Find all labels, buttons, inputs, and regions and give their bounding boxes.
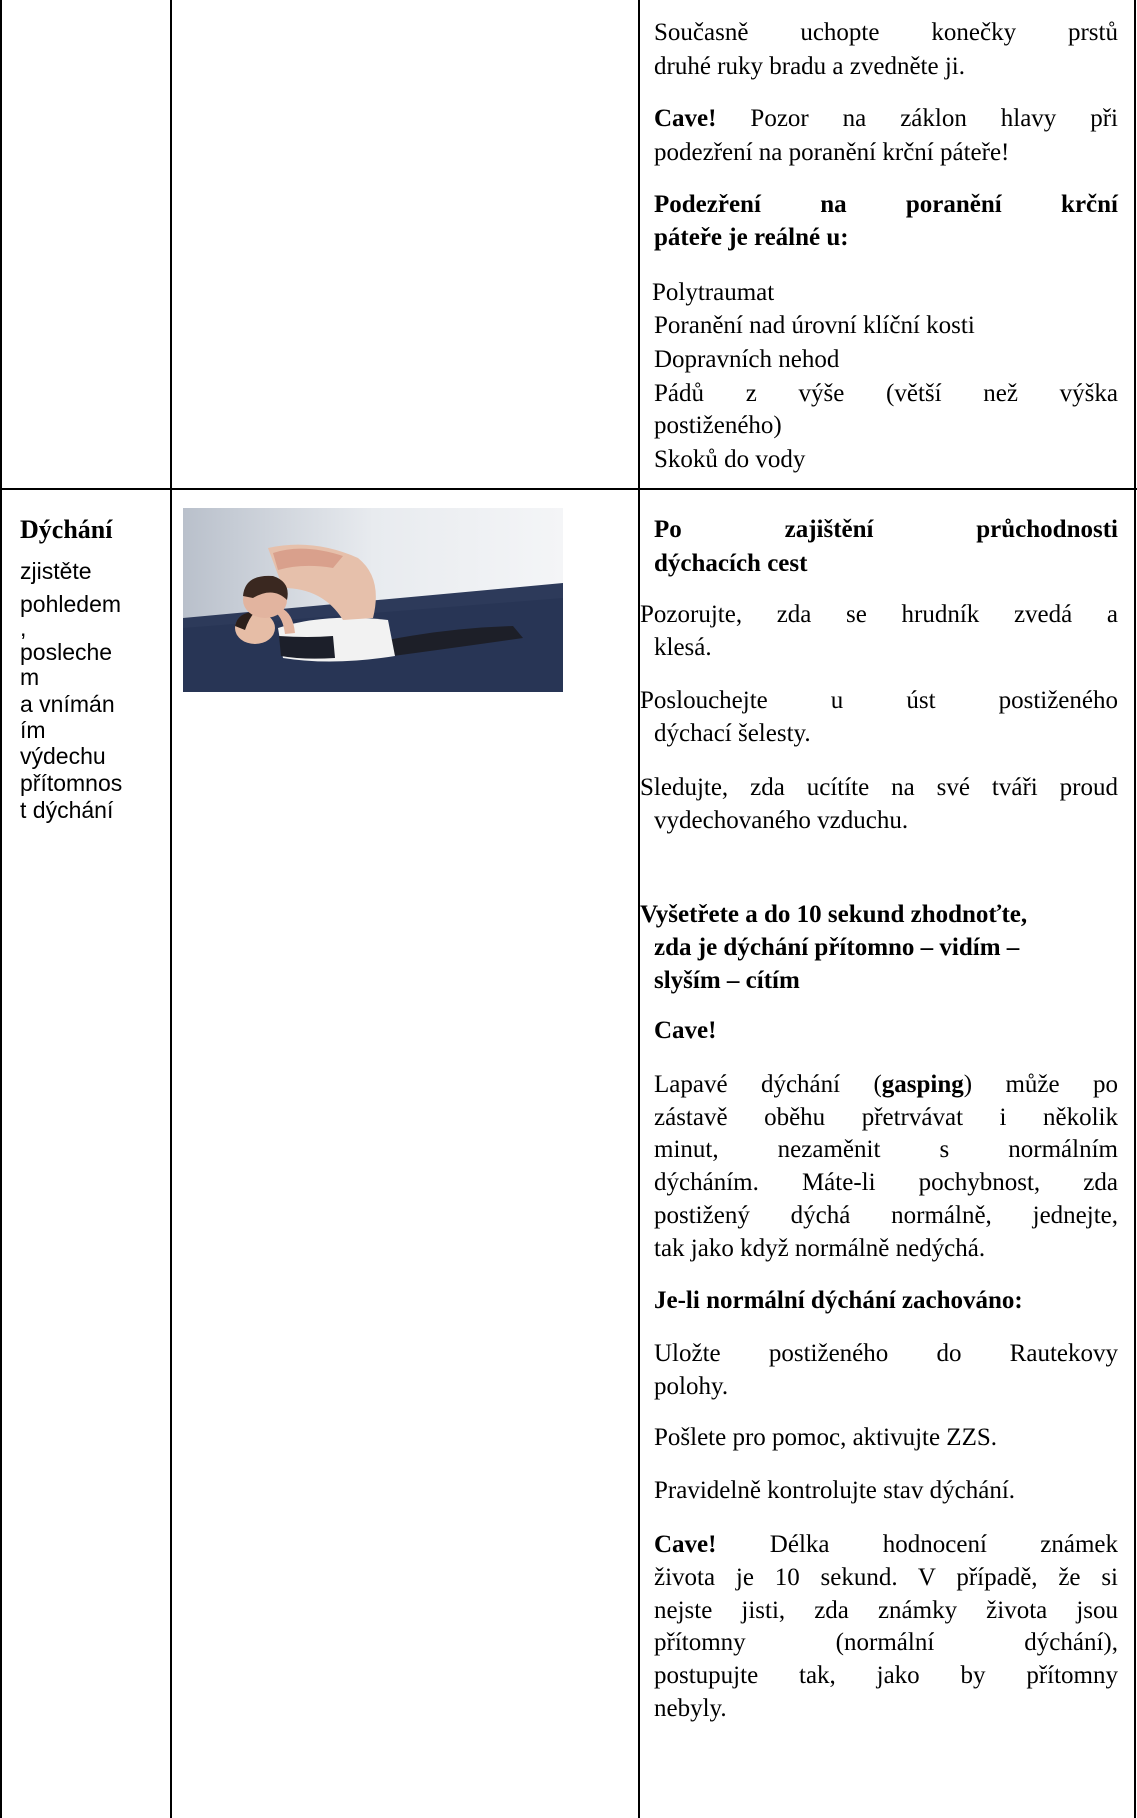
row-divider: [0, 488, 1137, 490]
text-line: vydechovaného vzduchu.: [654, 807, 909, 834]
text-line: zástavě oběhu přetrvávat i několik: [654, 1104, 1118, 1131]
breathing-check-photo: [183, 508, 563, 692]
text-line: druhé ruky bradu a zvedněte ji.: [654, 53, 965, 80]
text-line: zjistěte: [20, 558, 92, 584]
list-item: Skoků do vody: [654, 446, 806, 473]
text-line: a vnímán: [20, 691, 115, 717]
text-line: přítomnos: [20, 770, 123, 796]
text-line: dýcháním. Máte-li pochybnost, zda: [654, 1169, 1118, 1196]
text-line: Sledujte, zda ucítíte na své tváři proud: [640, 774, 1118, 801]
text-line: klesá.: [654, 634, 712, 661]
cave-paragraph: [654, 1530, 1118, 1559]
bold-heading: páteře je reálné u:: [654, 224, 849, 251]
text-line: tak jako když normálně nedýchá.: [654, 1235, 986, 1262]
text-line: polohy.: [654, 1373, 729, 1400]
cave-label: Cave!: [654, 105, 717, 132]
text-line: dýchací šelesty.: [654, 720, 811, 747]
text-line: Pošlete pro pomoc, aktivujte ZZS.: [654, 1424, 998, 1451]
text-line: ím: [20, 717, 46, 743]
list-item: Poranění nad úrovní klíční kosti: [654, 312, 975, 339]
text-line: života je 10 sekund. V případě, že si: [654, 1564, 1118, 1591]
table-border-right: [1134, 0, 1136, 1818]
text-line: výdechu: [20, 743, 106, 769]
list-item: Polytraumat: [652, 279, 775, 306]
text-line: Pravidelně kontrolujte stav dýchání.: [654, 1477, 1016, 1504]
bold-heading: zda je dýchání přítomno – vidím –: [654, 934, 1020, 961]
bold-heading: Podezření na poranění krční: [654, 191, 1118, 218]
text-line: nejste jisti, zda známky života jsou: [654, 1597, 1118, 1624]
text-line: minut, nezaměnit s normálním: [654, 1136, 1118, 1163]
text-line: Uložte postiženého do Rautekovy: [654, 1340, 1118, 1367]
text-line: ,: [20, 615, 27, 641]
text-line: Pozorujte, zda se hrudník zvedá a: [640, 601, 1118, 628]
cave-label: Cave!: [654, 1531, 717, 1558]
text-line: m: [20, 664, 40, 690]
bold-heading: Po zajištění průchodnosti: [654, 516, 1118, 543]
column-divider-1: [170, 0, 172, 1818]
text-line: Délka hodnocení známek: [716, 1531, 1118, 1558]
list-item: Pádů z výše (větší než výška: [654, 380, 1118, 407]
text-line: nebyly.: [654, 1695, 727, 1722]
text-line: ) může po: [963, 1071, 1118, 1098]
text-line: Současně uchopte konečky prstů: [654, 19, 1118, 46]
text-line: postupujte tak, jako by přítomny: [654, 1662, 1118, 1689]
list-item: Dopravních nehod: [654, 346, 840, 373]
text-line: Poslouchejte u úst postiženého: [640, 687, 1118, 714]
section-title: Dýchání: [20, 515, 113, 544]
text-line: podezření na poranění krční páteře!: [654, 139, 1010, 166]
bold-heading: Je-li normální dýchání zachováno:: [654, 1287, 1023, 1314]
list-item: postiženého): [654, 412, 782, 439]
text-line: Lapavé dýchání (: [654, 1071, 882, 1098]
bold-heading: slyším – cítím: [654, 967, 800, 994]
text-line: t dýchání: [20, 797, 114, 823]
gasping-paragraph: [654, 1070, 1118, 1099]
cave-paragraph: [654, 104, 1118, 133]
table-border-left: [0, 0, 2, 1818]
text-line: Pozor na záklon hlavy při: [716, 105, 1118, 132]
cave-label: Cave!: [654, 1017, 717, 1044]
text-line: postižený dýchá normálně, jednejte,: [654, 1202, 1118, 1229]
bold-heading: Vyšetřete a do 10 sekund zhodnoťte,: [640, 901, 1028, 928]
gasping-term: gasping: [881, 1071, 964, 1098]
text-line: posleche: [20, 639, 113, 665]
text-line: pohledem: [20, 591, 122, 617]
bold-heading: dýchacích cest: [654, 550, 808, 577]
text-line: přítomny (normální dýchání),: [654, 1629, 1118, 1656]
